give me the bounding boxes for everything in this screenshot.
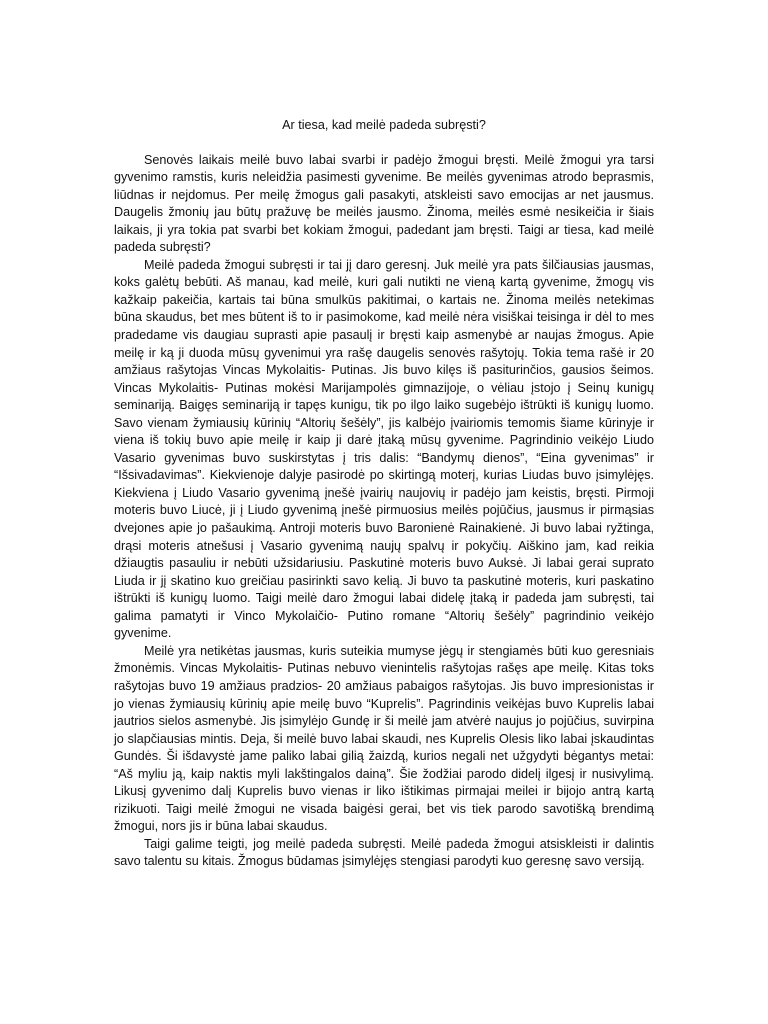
paragraph-1: Senovės laikais meilė buvo labai svarbi ir padėjo žmogui bręsti. Meilė žmogui yra tarsi gyvenimo ramstis, kuris neleidžia pasimesti gyvenime. Be meilės gyvenimas atrodo beprasmis, liūdnas ir nejdomus. Per meilę žmogus gali pasakyti, atskleisti savo emocijas ar net jausmus. Daugelis žmonių jau būtų pražuvę be meilės jausmo. Žinoma, meilės esmė nesikeičia ir šiais laikais, ji yra tokia pat svarbi bet kokiam žmogui, padedant jam bręsti. Taigi ar tiesa, kad meilė padeda subręsti? (114, 152, 654, 255)
document-title: Ar tiesa, kad meilė padeda subręsti? (282, 118, 486, 132)
paragraph-2: Meilė padeda žmogui subręsti ir tai jį daro geresnį. Juk meilė yra pats šilčiausias jausmas, koks galėtų bebūti. Aš manau, kad meilė, kuri gali nutikti ne vieną kartą gyvenime, žmogų vis kažkaip pakeičia, kartais tai būna smulkūs pakitimai, o kartais ne. Žinoma meilės netekimas būna skaudus, bet mes būtent iš to ir pasimokome, kad meilė nėra visiškai teisinga ir dėl to mes pradedame vis daugiau suprasti apie pasaulį ir bręsti kaip asmenybė ar naujas žmogus. Apie meilę ir ką ji duoda mūsų gyvenimui yra rašę daugelis senovės rašytojų. Tokia tema rašė ir 20 amžiaus rašytojas Vincas Mykolaitis- Putinas. Jis buvo kilęs iš pasiturinčios, gausios šeimos. Vincas Mykolaitis- Putinas mokėsi Marijampolės gimnazijoje, o vėliau įstojo į Seinų kunigų seminariją. Baigęs seminariją ir tapęs kunigu, tik po ilgo laiko sugebėjo ištrūkti iš kunigų luomo. Savo vienam žymiausių kūrinių “Altorių šešėly”, jis kalbėjo įvairiomis temomis šiame kūrinyje ir viena iš tokių buvo apie meilę ir kaip ji darė įtaką mūsų gyvenime. Pagrindinio veikėjo Liudo Vasario gyvenimas buvo suskirstytas į tris dalis: “Bandymų dienos”, “Eina gyvenimas” ir “Išsivadavimas”. Kiekvienoje dalyje pasirodė po skirtingą moterį, kurias Liudas buvo įsimylėjęs. Kiekviena į Liudo Vasario gyvenimą įnešė įvairių naujovių ir padėjo jam keistis, bręsti. Pirmoji moteris buvo Liucė, ji į Liudo gyvenimą įnešė pirmuosius meilės pojūčius, jausmus ir pirmąsias dvejones apie jo pašaukimą. Antroji moteris buvo Baronienė Rainakienė. Ji buvo labai ryžtinga, drąsi moteris atnešusi į Vasario gyvenimą naujų spalvų ir pokyčių. Aiškino jam, kad reikia džiaugtis pasauliu ir nebūti užsidariusiu. Paskutinė moteris buvo Auksė. Ji labai gerai suprato Liuda ir jį skatino kuo greičiau pasirinkti savo kelią. Ji buvo ta paskutinė moteris, kuri paskatino ištrūkti iš kunigų luomo. Taigi meilė daro žmogui labai didelę įtaką ir padeda jam subręsti, tai galima pamatyti ir Vinco Mykolaičio- Putino romane “Altorių šešėly” pagrindinio veikėjo gyvenime. (114, 257, 654, 641)
paragraph-3: Meilė yra netikėtas jausmas, kuris suteikia mumyse jėgų ir stengiamės būti kuo geresniais žmonėmis. Vincas Mykolaitis- Putinas nebuvo vienintelis rašytojas rašęs ape meilę. Kitas toks rašytojas buvo 19 amžiaus pradzios- 20 amžiaus pabaigos rašytojas. Jis buvo impresionistas ir jo vienas žymiausių kūrinių apie meilę buvo “Kuprelis”. Pagrindinis veikėjas buvo Kuprelis labai jautrios sielos asmenybė. Jis įsimylėjo Gundę ir ši meilė jam atvėrė naujus jo pojūčius, suvirpina jo slapčiausias mintis. Deja, ši meilė buvo labai skaudi, nes Kuprelis Olesis liko labai įskaudintas Gundės. Ši išdavystė jame paliko labai gilią žaizdą, kurios negali net užgydyti bėgantys metai: “Aš myliu ją, kaip naktis myli lakštingalos dainą”. Šie žodžiai parodo didelį ilgesį ir nusivylimą. Likusį gyvenimo dalį Kuprelis buvo vienas ir liko ištikimas pirmajai meilei ir bijojo antrą kartą rizikuoti. Taigi meilė žmogui ne visada baigėsi gerai, bet vis tiek parodo savotišką brendimą žmogui, nors jis ir būna labai skaudus. (114, 643, 654, 834)
paragraph-4: Taigi galime teigti, jog meilė padeda subręsti. Meilė padeda žmogui atsiskleisti ir dalintis savo talentu su kitais. Žmogus būdamas įsimylėjęs stengiasi parodyti kuo geresnę savo versiją. (114, 836, 654, 869)
document-page (114, 117, 654, 871)
